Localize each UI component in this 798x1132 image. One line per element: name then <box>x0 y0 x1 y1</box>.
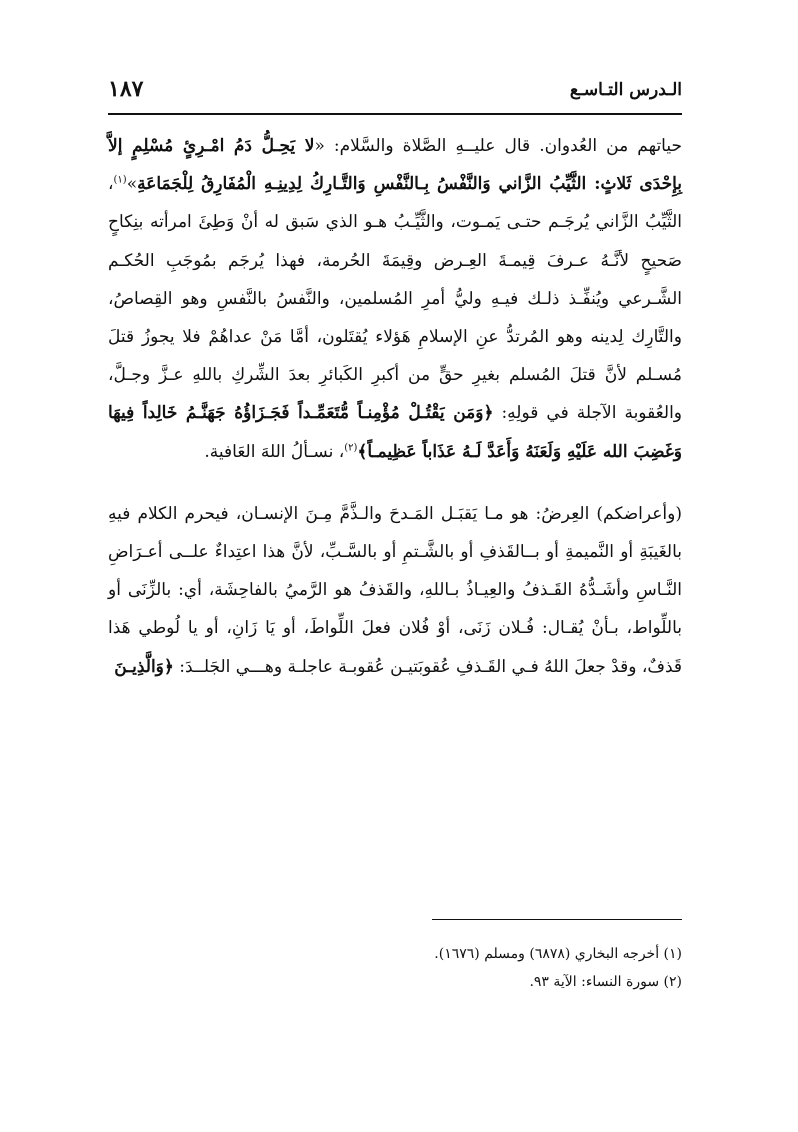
text-segment: ، نسـألُ اللهَ العَافية. <box>204 441 345 462</box>
footnotes <box>108 940 682 996</box>
quran-verse: ﴿وَمَن يَقْتُـلْ مُؤْمِنـاً مُّتَعَمِّـداً فَجَـزَاؤُهُ جَهَنَّـمُ خَالِداً فِيهَا وَغَضِبَ الله عَلَيْهِ وَلَعَنَهُ وَأَعَدَّ لَـهُ عَذَاباً عَظِيمـاً﴾ <box>108 403 682 462</box>
paragraph-1 <box>108 127 682 471</box>
text-segment: » <box>126 174 138 195</box>
hadith-quote: لا يَحِـلُّ دَمُ امْـرِئٍ مُسْلِمٍ إلاَّ بِإِحْدَى ثَلاثٍ: الثَّيِّبُ الزَّاني وَالنَّفْسُ بِـالنَّفْسِ وَالتَّـارِكُ لِدِينِـهِ الْمُفَارِقُ لِلْجَمَاعَةِ <box>108 136 682 195</box>
quran-verse-start: ﴿وَالَّذِيـنَ <box>114 656 174 677</box>
page-header <box>108 76 682 110</box>
footnote-2: (٢) سورة النساء: الآية ٩٣. <box>529 974 682 990</box>
paragraph-2 <box>108 495 682 686</box>
footnote-1: (١) أخرجه البخاري (٦٨٧٨) ومسلم (١٦٧٦). <box>434 946 682 962</box>
page-number: ١٨٧ <box>108 76 144 102</box>
footnote-ref-1: (١) <box>113 174 127 186</box>
footnote-divider <box>432 919 682 920</box>
chapter-title: الـدرس التـاسـع <box>569 80 682 100</box>
main-text <box>108 127 682 686</box>
text-segment: حياتهم من العُدوان. قال عليــهِ الصَّلاة والسَّلام: « <box>314 136 683 156</box>
text-segment: (وأعراضكم) العِرضُ: هو مـا يَقبَـل المَـدحَ والـذَّمَّ مِـنَ الإنسـان، فيحرم الكلام فيهِ بالغَيبَةِ أو النَّميمةِ أو بــالقَذفِ أو بالشَّـتمِ أو بالسَّـبِّ، لأنَّ هذا اعتِداءٌ علــى أعـرَاضِ النَّـاسِ وأشَـدُّهُ القَـذفُ والعِيـاذُ بـاللهِ، والقَذفُ هو الرَّميُ بالفاحِشَة، أي: بالزِّنَى أو باللِّواط، بـأنْ يُقـال: فُـلان زَنَى، أوْ فُلان فعلَ اللِّواطَ، أو يَا زَانِ، أو يا لُوطي هَذا قَذفٌ، وقدْ جعلَ اللهُ فـي القَـذفِ عُقوبَتيـن عُقوبـة عاجلـة وهـــي الجَلــدَ: <box>108 503 682 677</box>
text-segment: ، الثَّيِّبُ الزَّاني يُرجَـم حتـى يَمـوت، والثَّيِّـبُ هـو الذي سَبق له أنْ وَطِئَ امرأته بنِكاحٍ صَحيحٍ لأنَّـهُ عـرفَ قِيمـةَ العِـرض وقِيمَةَ الحُرمة، فهذا يُرجَم بمُوجَبِ الحُكـم الشَّـرعي ويُنفِّـذ ذلـك فيـهِ وليُّ أمرِ المُسلمين، والنَّفسُ بالنَّفسِ وهو القِصاصُ، والتَّارِك لِدينه وهو المُرتدُّ عنِ الإسلامِ هَؤلاء يُقتَلون، أمَّا مَنْ عداهُمْ فلا يجوزُ قتلَ مُسـلم لأنَّ قتلَ المُسلم بغيرِ حقٍّ من أكبرِ الكَبائرِ بعدَ الشِّركِ باللهِ عـزَّ وجـلَّ، والعُقوبة الآجلة في قولِهِ: <box>108 174 682 424</box>
header-divider <box>108 113 682 115</box>
footnote-ref-2: (٢) <box>344 441 358 453</box>
